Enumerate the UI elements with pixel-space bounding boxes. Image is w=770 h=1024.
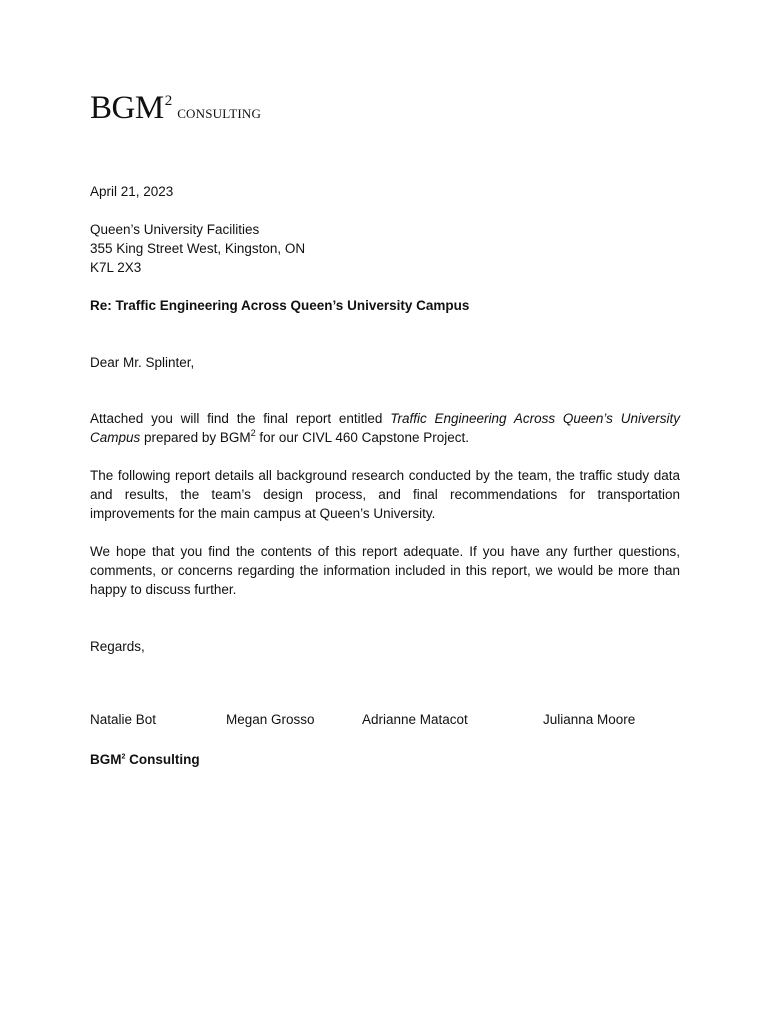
logo-sub-text: consulting bbox=[177, 102, 262, 123]
subject-line: Re: Traffic Engineering Across Queen’s University Campus bbox=[90, 298, 470, 313]
signatory-name: Natalie Bot bbox=[90, 712, 157, 727]
logo-superscript: 2 bbox=[164, 93, 173, 109]
closing-regards: Regards, bbox=[90, 639, 145, 654]
signatory-names bbox=[0, 712, 770, 732]
paragraph-1-superscript: 2 bbox=[250, 427, 256, 438]
letter-date: April 21, 2023 bbox=[90, 184, 174, 199]
paragraph-report-details: The following report details all background research conducted by the team, the traffic study data and results, the team’s design process, and final recommendations for transportation improvements for the main campus at Queen’s University. bbox=[90, 468, 680, 521]
salutation: Dear Mr. Splinter, bbox=[90, 355, 195, 370]
signatory-name: Julianna Moore bbox=[543, 712, 636, 727]
paragraph-1-after: for our CIVL 460 Capstone Project. bbox=[255, 430, 469, 445]
signatory-name: Megan Grosso bbox=[226, 712, 315, 727]
signature-company bbox=[90, 750, 680, 769]
logo-main-text: BGM bbox=[90, 90, 164, 126]
company-logo bbox=[90, 92, 261, 125]
recipient-line-2: 355 King Street West, Kingston, ON bbox=[90, 241, 306, 256]
signature-company-main: BGM bbox=[90, 752, 122, 767]
signature-company-superscript: 2 bbox=[121, 753, 126, 761]
report-title: Traffic Engineering Across Queen’s University Campus bbox=[90, 411, 680, 445]
recipient-address bbox=[90, 220, 680, 277]
paragraph-1-before: Attached you will find the final report entitled bbox=[90, 411, 391, 426]
signatory-name: Adrianne Matacot bbox=[362, 712, 468, 727]
paragraph-closing-remarks: We hope that you find the contents of this report adequate. If you have any further questions, comments, or concerns regarding the information included in this report, we would be more than happy to discuss further. bbox=[90, 544, 680, 597]
recipient-line-1: Queen’s University Facilities bbox=[90, 222, 260, 237]
recipient-line-3: K7L 2X3 bbox=[90, 260, 142, 275]
paragraph-attachment bbox=[90, 409, 680, 447]
signature-company-after: Consulting bbox=[125, 752, 200, 767]
paragraph-1-middle: prepared by BGM bbox=[140, 430, 251, 445]
